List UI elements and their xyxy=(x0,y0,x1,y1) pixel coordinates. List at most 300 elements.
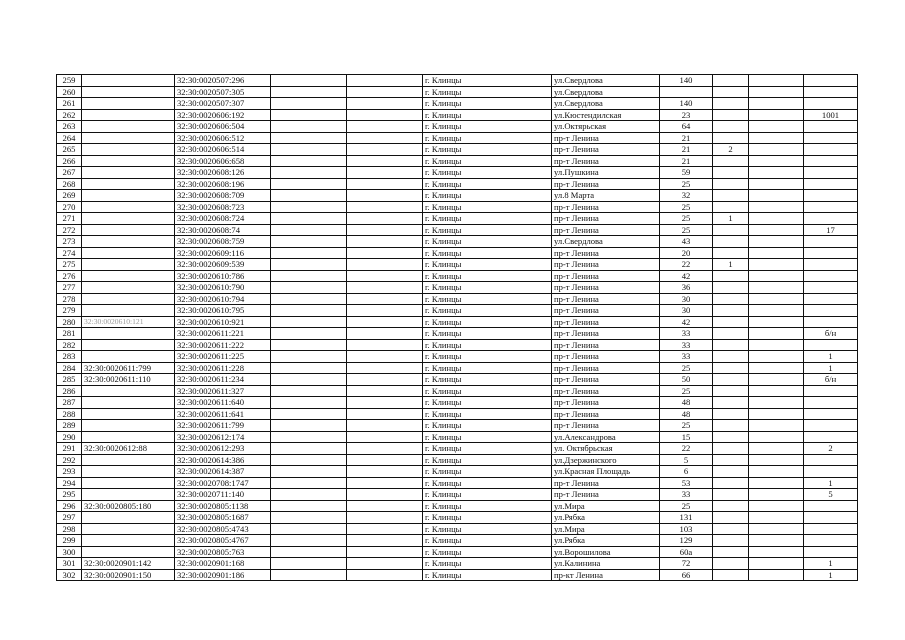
old-cadastral-cell: 32:30:0020610:121 xyxy=(82,316,175,328)
empty-col-cell xyxy=(271,569,347,581)
col-extra-cell xyxy=(749,247,804,259)
col-extra-cell xyxy=(749,201,804,213)
street-cell: ул.Пушкина xyxy=(552,167,660,179)
city-cell: г. Клинцы xyxy=(423,259,552,271)
row-number-cell: 279 xyxy=(57,305,82,317)
col-extra-cell xyxy=(749,535,804,547)
col-extra-cell xyxy=(749,466,804,478)
city-cell: г. Клинцы xyxy=(423,270,552,282)
table-row xyxy=(57,362,858,374)
col-extra-cell xyxy=(749,431,804,443)
house-number-cell: 33 xyxy=(660,489,713,501)
city-cell: г. Клинцы xyxy=(423,431,552,443)
street-cell: ул.Рябка xyxy=(552,535,660,547)
table-row xyxy=(57,259,858,271)
street-cell: пр-т Ленина xyxy=(552,316,660,328)
house-number-cell: 72 xyxy=(660,558,713,570)
empty-col-cell xyxy=(347,489,423,501)
city-cell: г. Клинцы xyxy=(423,282,552,294)
table-row xyxy=(57,109,858,121)
col-extra-cell xyxy=(749,351,804,363)
street-cell: ул. Октябрьская xyxy=(552,443,660,455)
city-cell: г. Клинцы xyxy=(423,86,552,98)
empty-col-cell xyxy=(347,477,423,489)
apartment-cell xyxy=(804,259,858,271)
street-cell: ул.Свердлова xyxy=(552,75,660,87)
house-number-cell: 25 xyxy=(660,213,713,225)
empty-col-cell xyxy=(271,546,347,558)
apartment-cell xyxy=(804,397,858,409)
old-cadastral-cell xyxy=(82,385,175,397)
empty-col-cell xyxy=(347,132,423,144)
old-cadastral-cell xyxy=(82,339,175,351)
old-cadastral-cell: 32:30:0020805:180 xyxy=(82,500,175,512)
building-cell xyxy=(713,420,749,432)
col-extra-cell xyxy=(749,270,804,282)
empty-col-cell xyxy=(271,132,347,144)
street-cell: пр-т Ленина xyxy=(552,213,660,225)
col-extra-cell xyxy=(749,259,804,271)
city-cell: г. Клинцы xyxy=(423,374,552,386)
building-cell xyxy=(713,75,749,87)
cadastral-number-cell: 32:30:0020805:763 xyxy=(175,546,271,558)
empty-col-cell xyxy=(347,86,423,98)
old-cadastral-cell xyxy=(82,523,175,535)
old-cadastral-cell xyxy=(82,109,175,121)
city-cell: г. Клинцы xyxy=(423,190,552,202)
empty-col-cell xyxy=(347,316,423,328)
empty-col-cell xyxy=(347,351,423,363)
table-row xyxy=(57,75,858,87)
col-extra-cell xyxy=(749,236,804,248)
table-row xyxy=(57,293,858,305)
cadastral-number-cell: 32:30:0020606:504 xyxy=(175,121,271,133)
house-number-cell: 140 xyxy=(660,98,713,110)
building-cell xyxy=(713,397,749,409)
empty-col-cell xyxy=(271,374,347,386)
city-cell: г. Клинцы xyxy=(423,397,552,409)
empty-col-cell xyxy=(271,558,347,570)
city-cell: г. Клинцы xyxy=(423,385,552,397)
building-cell xyxy=(713,236,749,248)
row-number-cell: 269 xyxy=(57,190,82,202)
col-extra-cell xyxy=(749,167,804,179)
house-number-cell: 25 xyxy=(660,201,713,213)
building-cell xyxy=(713,546,749,558)
table-row xyxy=(57,282,858,294)
row-number-cell: 268 xyxy=(57,178,82,190)
building-cell xyxy=(713,385,749,397)
table-row xyxy=(57,224,858,236)
col-extra-cell xyxy=(749,523,804,535)
apartment-cell xyxy=(804,293,858,305)
row-number-cell: 264 xyxy=(57,132,82,144)
house-number-cell: 42 xyxy=(660,316,713,328)
registry-table xyxy=(56,74,858,581)
building-cell xyxy=(713,178,749,190)
apartment-cell xyxy=(804,454,858,466)
house-number-cell: 6 xyxy=(660,466,713,478)
old-cadastral-cell xyxy=(82,512,175,524)
col-extra-cell xyxy=(749,454,804,466)
house-number-cell: 25 xyxy=(660,385,713,397)
row-number-cell: 286 xyxy=(57,385,82,397)
empty-col-cell xyxy=(271,224,347,236)
col-extra-cell xyxy=(749,109,804,121)
street-cell: пр-т Ленина xyxy=(552,489,660,501)
house-number-cell: 25 xyxy=(660,224,713,236)
table-row xyxy=(57,351,858,363)
empty-col-cell xyxy=(347,213,423,225)
row-number-cell: 280 xyxy=(57,316,82,328)
old-cadastral-cell xyxy=(82,477,175,489)
old-cadastral-cell: 32:30:0020611:110 xyxy=(82,374,175,386)
old-cadastral-cell xyxy=(82,282,175,294)
city-cell: г. Клинцы xyxy=(423,408,552,420)
cadastral-number-cell: 32:30:0020611:327 xyxy=(175,385,271,397)
table-row xyxy=(57,420,858,432)
street-cell: пр-т Ленина xyxy=(552,144,660,156)
row-number-cell: 293 xyxy=(57,466,82,478)
building-cell xyxy=(713,362,749,374)
empty-col-cell xyxy=(271,109,347,121)
old-cadastral-cell: 32:30:0020611:799 xyxy=(82,362,175,374)
house-number-cell: 53 xyxy=(660,477,713,489)
apartment-cell: 5 xyxy=(804,489,858,501)
street-cell: ул.Мира xyxy=(552,500,660,512)
empty-col-cell xyxy=(271,98,347,110)
row-number-cell: 284 xyxy=(57,362,82,374)
city-cell: г. Клинцы xyxy=(423,178,552,190)
city-cell: г. Клинцы xyxy=(423,512,552,524)
empty-col-cell xyxy=(271,408,347,420)
house-number-cell: 140 xyxy=(660,75,713,87)
house-number-cell: 59 xyxy=(660,167,713,179)
apartment-cell xyxy=(804,236,858,248)
building-cell xyxy=(713,489,749,501)
row-number-cell: 271 xyxy=(57,213,82,225)
old-cadastral-cell: 32:30:0020901:150 xyxy=(82,569,175,581)
city-cell: г. Клинцы xyxy=(423,98,552,110)
empty-col-cell xyxy=(271,178,347,190)
table-row xyxy=(57,213,858,225)
building-cell xyxy=(713,558,749,570)
row-number-cell: 283 xyxy=(57,351,82,363)
col-extra-cell xyxy=(749,374,804,386)
cadastral-number-cell: 32:30:0020608:759 xyxy=(175,236,271,248)
empty-col-cell xyxy=(347,408,423,420)
street-cell: пр-т Ленина xyxy=(552,374,660,386)
col-extra-cell xyxy=(749,558,804,570)
table-row xyxy=(57,408,858,420)
row-number-cell: 267 xyxy=(57,167,82,179)
empty-col-cell xyxy=(271,397,347,409)
apartment-cell: 2 xyxy=(804,443,858,455)
row-number-cell: 275 xyxy=(57,259,82,271)
empty-col-cell xyxy=(271,167,347,179)
empty-col-cell xyxy=(271,477,347,489)
col-extra-cell xyxy=(749,213,804,225)
apartment-cell xyxy=(804,512,858,524)
building-cell xyxy=(713,190,749,202)
old-cadastral-cell xyxy=(82,236,175,248)
street-cell: пр-т Ленина xyxy=(552,282,660,294)
cadastral-number-cell: 32:30:0020614:386 xyxy=(175,454,271,466)
empty-col-cell xyxy=(347,420,423,432)
apartment-cell xyxy=(804,132,858,144)
empty-col-cell xyxy=(271,523,347,535)
building-cell xyxy=(713,339,749,351)
empty-col-cell xyxy=(271,259,347,271)
street-cell: ул.Свердлова xyxy=(552,236,660,248)
city-cell: г. Клинцы xyxy=(423,569,552,581)
house-number-cell: 36 xyxy=(660,282,713,294)
city-cell: г. Клинцы xyxy=(423,339,552,351)
apartment-cell xyxy=(804,121,858,133)
city-cell: г. Клинцы xyxy=(423,454,552,466)
apartment-cell xyxy=(804,98,858,110)
street-cell: пр-т Ленина xyxy=(552,351,660,363)
cadastral-number-cell: 32:30:0020711:140 xyxy=(175,489,271,501)
old-cadastral-cell xyxy=(82,86,175,98)
city-cell: г. Клинцы xyxy=(423,75,552,87)
col-extra-cell xyxy=(749,75,804,87)
house-number-cell: 42 xyxy=(660,270,713,282)
old-cadastral-cell xyxy=(82,546,175,558)
col-extra-cell xyxy=(749,293,804,305)
col-extra-cell xyxy=(749,362,804,374)
empty-col-cell xyxy=(347,75,423,87)
old-cadastral-cell: 32:30:0020612:88 xyxy=(82,443,175,455)
street-cell: ул.Александрова xyxy=(552,431,660,443)
empty-col-cell xyxy=(347,293,423,305)
city-cell: г. Клинцы xyxy=(423,500,552,512)
apartment-cell xyxy=(804,500,858,512)
empty-col-cell xyxy=(347,98,423,110)
apartment-cell xyxy=(804,270,858,282)
old-cadastral-cell xyxy=(82,98,175,110)
old-cadastral-cell xyxy=(82,132,175,144)
table-row xyxy=(57,385,858,397)
cadastral-number-cell: 32:30:0020611:221 xyxy=(175,328,271,340)
cadastral-number-cell: 32:30:0020606:512 xyxy=(175,132,271,144)
row-number-cell: 288 xyxy=(57,408,82,420)
house-number-cell: 25 xyxy=(660,500,713,512)
cadastral-number-cell: 32:30:0020611:225 xyxy=(175,351,271,363)
col-extra-cell xyxy=(749,305,804,317)
empty-col-cell xyxy=(347,121,423,133)
cadastral-number-cell: 32:30:0020611:641 xyxy=(175,408,271,420)
empty-col-cell xyxy=(271,201,347,213)
row-number-cell: 294 xyxy=(57,477,82,489)
street-cell: пр-т Ленина xyxy=(552,408,660,420)
old-cadastral-cell xyxy=(82,454,175,466)
row-number-cell: 301 xyxy=(57,558,82,570)
house-number-cell: 25 xyxy=(660,420,713,432)
empty-col-cell xyxy=(347,305,423,317)
old-cadastral-cell xyxy=(82,293,175,305)
cadastral-number-cell: 32:30:0020608:126 xyxy=(175,167,271,179)
house-number-cell: 20 xyxy=(660,247,713,259)
street-cell: пр-т Ленина xyxy=(552,385,660,397)
row-number-cell: 296 xyxy=(57,500,82,512)
building-cell xyxy=(713,86,749,98)
building-cell xyxy=(713,316,749,328)
table-row xyxy=(57,477,858,489)
empty-col-cell xyxy=(271,75,347,87)
cadastral-number-cell: 32:30:0020805:1138 xyxy=(175,500,271,512)
table-row xyxy=(57,431,858,443)
empty-col-cell xyxy=(271,500,347,512)
empty-col-cell xyxy=(347,523,423,535)
empty-col-cell xyxy=(347,512,423,524)
empty-col-cell xyxy=(347,259,423,271)
table-row xyxy=(57,489,858,501)
col-extra-cell xyxy=(749,328,804,340)
cadastral-number-cell: 32:30:0020612:174 xyxy=(175,431,271,443)
old-cadastral-cell xyxy=(82,466,175,478)
city-cell: г. Клинцы xyxy=(423,477,552,489)
house-number-cell: 33 xyxy=(660,339,713,351)
old-cadastral-cell xyxy=(82,535,175,547)
empty-col-cell xyxy=(347,546,423,558)
apartment-cell xyxy=(804,535,858,547)
street-cell: пр-т Ленина xyxy=(552,224,660,236)
apartment-cell: 1 xyxy=(804,558,858,570)
cadastral-number-cell: 32:30:0020805:1687 xyxy=(175,512,271,524)
empty-col-cell xyxy=(347,535,423,547)
cadastral-number-cell: 32:30:0020608:724 xyxy=(175,213,271,225)
cadastral-number-cell: 32:30:0020609:116 xyxy=(175,247,271,259)
cadastral-number-cell: 32:30:0020611:234 xyxy=(175,374,271,386)
old-cadastral-cell xyxy=(82,75,175,87)
street-cell: ул.Ворошилова xyxy=(552,546,660,558)
house-number-cell: 32 xyxy=(660,190,713,202)
empty-col-cell xyxy=(271,339,347,351)
empty-col-cell xyxy=(271,121,347,133)
old-cadastral-cell xyxy=(82,408,175,420)
table-row xyxy=(57,558,858,570)
cadastral-number-cell: 32:30:0020608:709 xyxy=(175,190,271,202)
empty-col-cell xyxy=(271,236,347,248)
apartment-cell: 1001 xyxy=(804,109,858,121)
col-extra-cell xyxy=(749,477,804,489)
empty-col-cell xyxy=(347,362,423,374)
col-extra-cell xyxy=(749,98,804,110)
building-cell xyxy=(713,535,749,547)
apartment-cell xyxy=(804,523,858,535)
city-cell: г. Клинцы xyxy=(423,201,552,213)
empty-col-cell xyxy=(347,443,423,455)
street-cell: пр-кт Ленина xyxy=(552,569,660,581)
cadastral-number-cell: 32:30:0020901:186 xyxy=(175,569,271,581)
col-extra-cell xyxy=(749,316,804,328)
old-cadastral-cell xyxy=(82,351,175,363)
city-cell: г. Клинцы xyxy=(423,351,552,363)
old-cadastral-cell xyxy=(82,305,175,317)
table-row xyxy=(57,535,858,547)
empty-col-cell xyxy=(347,454,423,466)
table-row xyxy=(57,523,858,535)
street-cell: пр-т Ленина xyxy=(552,270,660,282)
row-number-cell: 263 xyxy=(57,121,82,133)
col-extra-cell xyxy=(749,144,804,156)
house-number-cell: 21 xyxy=(660,132,713,144)
table-row xyxy=(57,86,858,98)
cadastral-number-cell: 32:30:0020901:168 xyxy=(175,558,271,570)
street-cell: ул.Мира xyxy=(552,523,660,535)
empty-col-cell xyxy=(271,512,347,524)
col-extra-cell xyxy=(749,178,804,190)
old-cadastral-cell xyxy=(82,431,175,443)
building-cell xyxy=(713,98,749,110)
cadastral-number-cell: 32:30:0020612:293 xyxy=(175,443,271,455)
street-cell: ул.Красная Площадь xyxy=(552,466,660,478)
old-cadastral-cell xyxy=(82,420,175,432)
table-row xyxy=(57,512,858,524)
table-row xyxy=(57,466,858,478)
empty-col-cell xyxy=(347,558,423,570)
row-number-cell: 261 xyxy=(57,98,82,110)
cadastral-number-cell: 32:30:0020610:795 xyxy=(175,305,271,317)
row-number-cell: 281 xyxy=(57,328,82,340)
empty-col-cell xyxy=(347,167,423,179)
old-cadastral-cell xyxy=(82,144,175,156)
street-cell: ул.Рябка xyxy=(552,512,660,524)
house-number-cell: 22 xyxy=(660,259,713,271)
apartment-cell xyxy=(804,213,858,225)
table-row xyxy=(57,201,858,213)
empty-col-cell xyxy=(347,270,423,282)
apartment-cell xyxy=(804,190,858,202)
apartment-cell xyxy=(804,201,858,213)
col-extra-cell xyxy=(749,282,804,294)
house-number-cell: 48 xyxy=(660,397,713,409)
building-cell xyxy=(713,247,749,259)
street-cell: ул.Дзержинского xyxy=(552,454,660,466)
table-row xyxy=(57,190,858,202)
row-number-cell: 300 xyxy=(57,546,82,558)
street-cell: ул.Свердлова xyxy=(552,86,660,98)
city-cell: г. Клинцы xyxy=(423,155,552,167)
cadastral-number-cell: 32:30:0020611:222 xyxy=(175,339,271,351)
empty-col-cell xyxy=(347,236,423,248)
apartment-cell: 1 xyxy=(804,477,858,489)
empty-col-cell xyxy=(347,224,423,236)
building-cell xyxy=(713,408,749,420)
apartment-cell xyxy=(804,86,858,98)
building-cell xyxy=(713,224,749,236)
street-cell: пр-т Ленина xyxy=(552,397,660,409)
street-cell: ул.8 Марта xyxy=(552,190,660,202)
empty-col-cell xyxy=(271,316,347,328)
old-cadastral-cell xyxy=(82,328,175,340)
building-cell xyxy=(713,270,749,282)
empty-col-cell xyxy=(271,431,347,443)
table-row xyxy=(57,454,858,466)
city-cell: г. Клинцы xyxy=(423,523,552,535)
row-number-cell: 265 xyxy=(57,144,82,156)
apartment-cell: б/н xyxy=(804,374,858,386)
empty-col-cell xyxy=(271,443,347,455)
empty-col-cell xyxy=(347,155,423,167)
city-cell: г. Клинцы xyxy=(423,420,552,432)
empty-col-cell xyxy=(347,339,423,351)
col-extra-cell xyxy=(749,190,804,202)
building-cell xyxy=(713,523,749,535)
cadastral-number-cell: 32:30:0020609:539 xyxy=(175,259,271,271)
building-cell xyxy=(713,201,749,213)
